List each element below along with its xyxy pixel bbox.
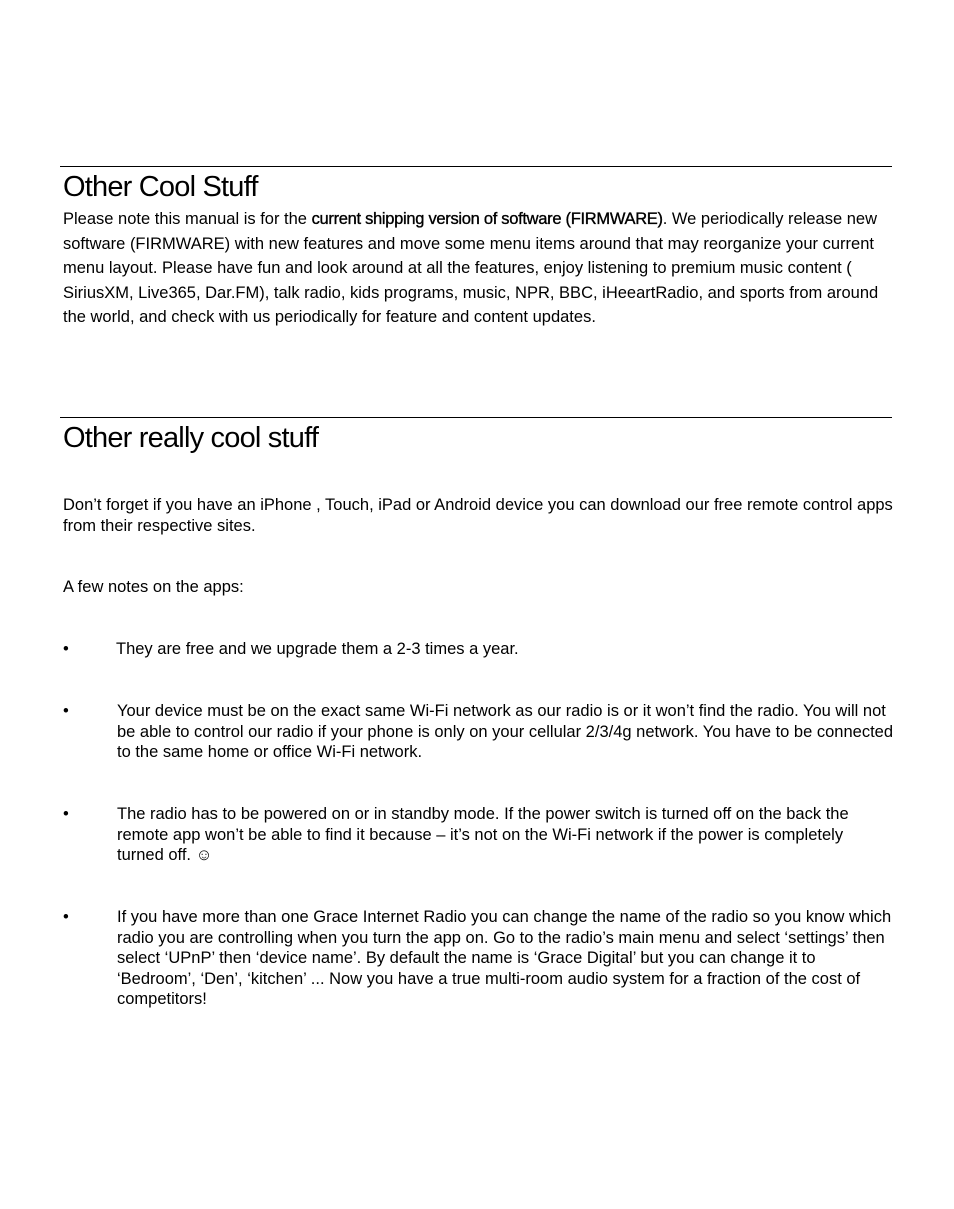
list-item-text: The radio has to be powered on or in standby mode. If the power switch is turned off on the back the remote app won’t be able to find it because – it’s not on the Wi-Fi network if the power is completely turned off. ☺ [117, 805, 849, 864]
firmware-note-text-end: . We periodically release new software (FIRMWARE) with new features and move some menu items around that may reorganize your current menu layout. Please have fun and look around at all the features, enjoy listening to premium music content ( SiriusXM, Live365, Dar.FM), talk radio, kids programs, music, NPR, BBC, iHeeartRadio, and sports from around the world, and check with us periodically for feature and content updates. [63, 210, 879, 326]
firmware-note-paragraph [63, 207, 893, 330]
bullet-marker: • [63, 805, 69, 823]
remote-apps-intro-paragraph: Don’t forget if you have an iPhone , Touch, iPad or Android device you can download our free remote control apps from their respective sites. [63, 496, 893, 535]
firmware-note-bold-text: current shipping version of software (FIRMWARE) [311, 210, 663, 228]
bullet-marker: • [63, 640, 69, 658]
section-heading-other-cool-stuff: Other Cool Stuff [63, 171, 258, 203]
section-divider-top [60, 166, 892, 167]
section-heading-other-really-cool-stuff: Other really cool stuff [63, 422, 319, 454]
bullet-marker: • [63, 702, 69, 720]
apps-notes-label: A few notes on the apps: [63, 578, 244, 596]
list-item-text: Your device must be on the exact same Wi-Fi network as our radio is or it won’t find the radio. You will not be able to control our radio if your phone is only on your cellular 2/3/4g network. You have to be connected to the same home or office Wi-Fi network. [117, 702, 894, 761]
list-item-text: They are free and we upgrade them a 2-3 times a year. [116, 640, 519, 658]
section-divider-middle [60, 417, 892, 418]
list-item-text: If you have more than one Grace Internet Radio you can change the name of the radio so you know which radio you are controlling when you turn the app on. Go to the radio’s main menu and select ‘settings’ then select ‘UPnP’ then ‘device name’. By default the name is ‘Grace Digital’ but you can change it to ‘Bedroom’, ‘Den’, ‘kitchen’ ... Now you have a true multi-room audio system for a fraction of the cost of competitors! [117, 908, 892, 1008]
firmware-note-text-start: Please note this manual is for the [63, 210, 312, 228]
bullet-marker: • [63, 908, 69, 926]
